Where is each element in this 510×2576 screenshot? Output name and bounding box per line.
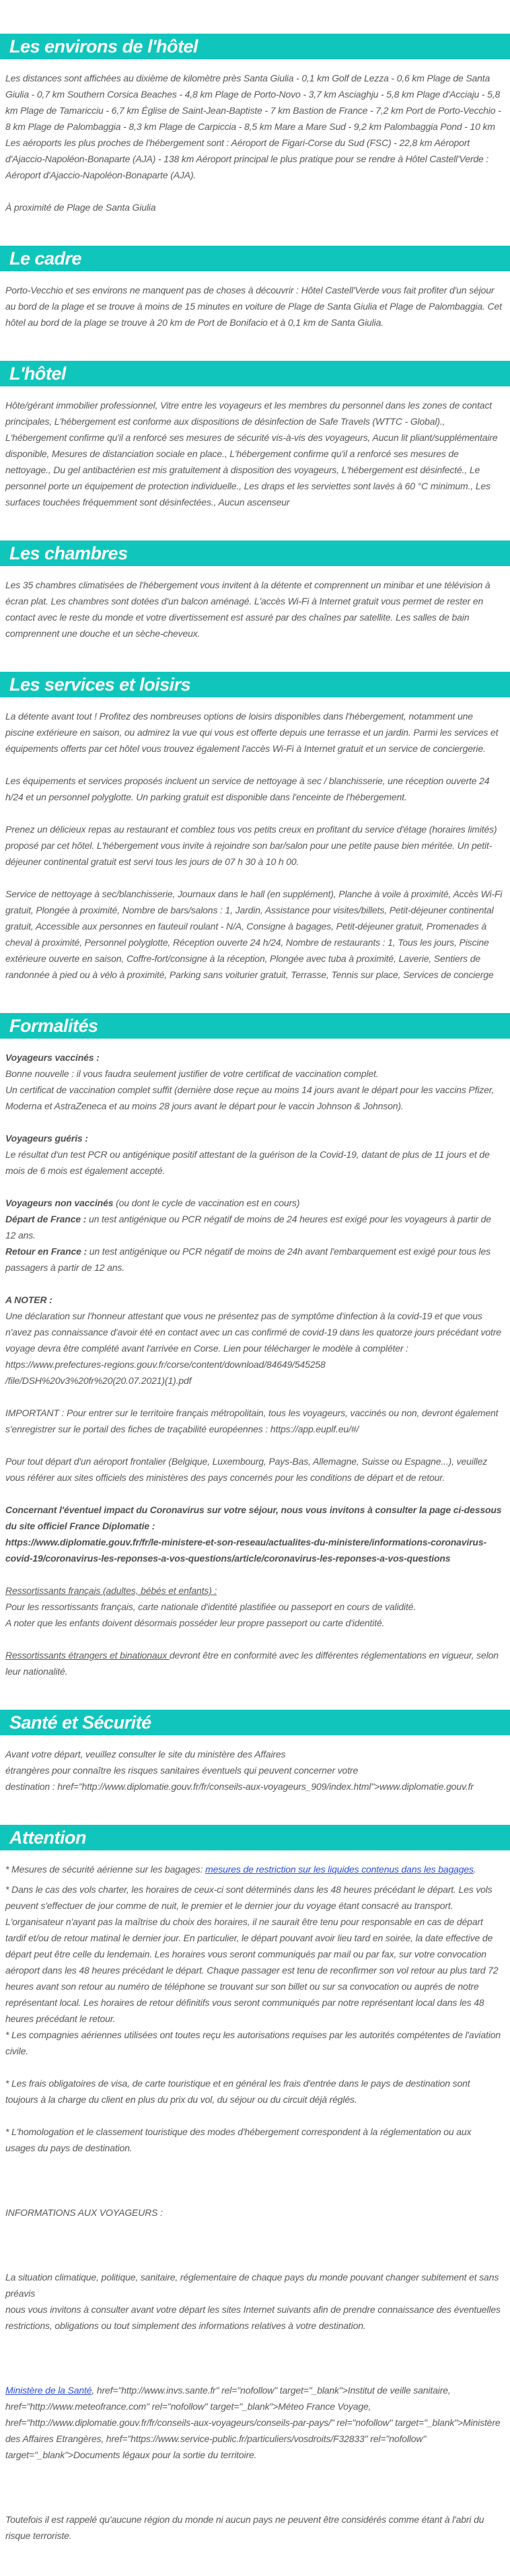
note-url-line2: /file/DSH%20v3%20fr%20(20.07.2021)(1).pdf <box>5 1375 192 1386</box>
unvaccinated-label-line <box>5 1195 503 1211</box>
sante-line3: destination : href="http://www.diplomatie.gouv.fr/fr/conseils-aux-voyageurs_909/index.html">www.diplomatie.gouv.fr <box>5 1781 474 1792</box>
accommodation-classification-paragraph: * L'homologation et le classement touristique des modes d'hébergement correspondent à la réglementation ou aux usages du pays de destination. <box>5 2126 472 2153</box>
section-header-sante <box>0 1710 510 1735</box>
recovered-travelers-block <box>5 1130 503 1179</box>
note-block <box>5 1292 503 1389</box>
section-header-hotel <box>0 361 510 386</box>
section-title-environs: Les environs de l'hôtel <box>9 36 198 57</box>
airlines-authorization-paragraph: * Les compagnies aériennes utilisées ont toutes reçu les autorisations requises par les autorités compétentes de l'aviation civile. <box>5 2029 501 2056</box>
section-header-chambres <box>0 541 510 566</box>
services-content <box>0 708 510 983</box>
charter-flights-paragraph: * Dans le cas des vols charter, les horaires de ceux-ci sont déterminés dans les 48 heures précédant le départ. Les vols peuvent s'effectuer de jour comme de nuit, le premier et le dernier jour du voyage étant consacré au transport. L'organisateur n'ayant pas la maîtrise du choix des horaires, il ne saurait être tenu pour responsable en cas de départ tardif et/ou de retour matinal le dernier jour. En particulier, le départ pouvant avoir lieu tard en soirée, la date effective de départ peut être celle du lendemain. Les horaires vous seront communiqués par mail ou par fax, sur votre convocation aéroport dans les 48 heures précédant le départ. Chaque passager est tenu de reconfirmer son vol retour au plus tard 72 heures avant son retour au numéro de téléphone se trouvant sur son billet ou sur sa convocation ou auprés de notre représentant local. Les horaires de retour définitifs vous seront communiqués par notre représentant local dans les 48 heures précédant le retour. <box>5 1884 499 2024</box>
note-url-line1: https://www.prefectures-regions.gouv.fr/corse/content/download/84649/545258 <box>5 1359 326 1370</box>
situation-paragraph <box>5 2269 503 2334</box>
baggage-security-prefix: * Mesures de sécurité aérienne sur les bagages: <box>5 1864 206 1875</box>
vaccinated-line2: Un certificat de vaccination complet suffit (dernière dose reçue au moins 14 jours avant le départ pour les vaccins Pfizer, Moderna et AstraZeneca et au moins 28 jours avant le départ pour le vaccin Johnson & Johnson). <box>5 1084 495 1111</box>
french-nationals-label: Ressortissants français (adultes, bébés et enfants) : <box>5 1585 217 1596</box>
return-france-line <box>5 1243 503 1276</box>
return-france-label: Retour en France : <box>5 1246 87 1257</box>
return-france-text: un test antigénique ou PCR négatif de moins de 24h avant l'embarquement est exigé pour tous les passagers à partir de 12 ans. <box>5 1246 490 1273</box>
situation-line2: nous vous invitons à consulter avant votre départ les sites Internet suivants afin de prendre connaissance des éventuelles restrictions, obligations ou tout simplement des informations relatives à votre destination. <box>5 2304 501 2331</box>
french-nationals-line1: Pour les ressortissants français, carte nationale d'identité plastifiée ou passeport en cours de validité. <box>5 1601 416 1612</box>
section-title-hotel: L'hôtel <box>9 363 66 384</box>
unvaccinated-label: Voyageurs non vaccinés <box>5 1197 114 1208</box>
recovered-label: Voyageurs guéris : <box>5 1133 88 1144</box>
chambres-paragraph: Les 35 chambres climatisées de l'hébergement vous invitent à la détente et comprennent un minibar et une télévision à écran plat. Les chambres sont dotées d'un balcon aménagé. L'accès Wi-Fi à Internet gratuit vous permet de rester en contact avec le reste du monde et votre divertissement est assuré par des chaînes par satellite. Les salles de bain comprennent une douche et un sèche-cheveux. <box>5 580 490 639</box>
section-title-sante: Santé et Sécurité <box>9 1712 151 1733</box>
note-text: Une déclaration sur l'honneur attestant que vous ne présentez pas de symptôme d'infection à la covid-19 et que vous n'avez pas connaissance d'avoir été en contact avec un cas confirmé de covid-19 dans les quatorze jours précédant votre voyage devra être complété avant l'arrivée en Corse. Lien pour télécharger le modèle à compléter : <box>5 1311 501 1354</box>
vaccinated-label: Voyageurs vaccinés : <box>5 1052 100 1063</box>
services-equipment-paragraph: Les équipements et services proposés incluent un service de nettoyage à sec / blanchisserie, une réception ouverte 24 h/24 et un personnel polyglotte. Un parking gratuit est disponible dans l'enceinte de l'hébergement. <box>5 775 490 802</box>
cadre-content <box>0 282 510 330</box>
departure-france-text: un test antigénique ou PCR négatif de moins de 24 heures est exigé pour les voyageurs à partir de 12 ans. <box>5 1214 491 1241</box>
french-nationals-line2: A noter que les enfants doivent désormais posséder leur propre passeport ou carte d'identité. <box>5 1617 385 1628</box>
foreign-nationals-label: Ressortissants étrangers et binationaux <box>5 1650 170 1661</box>
official-links-text: , href="http://www.invs.sante.fr" rel="nofollow" target="_blank">Institut de veille sanitaire, href="http://www.meteofrance.com" rel="nofollow" target="_blank">Méteo France Voyage, href="http://www.diplomatie.gouv.fr/fr/conseils-aux-voyageurs/conseils-par-pays/" rel="nofollow" target="_blank">Ministère des Affaires Etrangères, href="https://www.service-public.fr/particuliers/vosdroits/F32833" rel="nofollow" target="_blank">Documents légaux pour la sortie du territoire. <box>5 2385 501 2460</box>
terrorism-notice-paragraph: Toutefois il est rappelé qu'aucune région du monde ni aucun pays ne peuvent être considérés comme étant à l'abri du risque terroriste. <box>5 2514 484 2541</box>
chambres-content <box>0 577 510 641</box>
french-nationals-block <box>5 1582 503 1631</box>
formalites-content <box>0 1049 510 1679</box>
sante-content <box>0 1746 510 1795</box>
hotel-measures-paragraph: Hôte/gérant immobilier professionnel, Vitre entre les voyageurs et les membres du personnel dans les zones de contact principales, L'hébergement est conforme aux dispositions de désinfection de Safe Travels (WTTC - Global)., L'hébergement confirme qu'il a renforcé ses mesures de sécurité vis-à-vis des voyageurs, Aucun lit pliant/supplémentaire disponible, Mesures de distanciation sociale en place., L'hébergement confirme qu'il a renforcé ses mesures de nettoyage., Du gel antibactérien est mis gratuitement à disposition des voyageurs, L'hébergement est désinfecté., Le personnel porte un équipement de protection individuelle., Les draps et les serviettes sont lavés à 60 °C minimum., Les surfaces touchées fréquemment sont désinfectées., Aucun ascenseur <box>5 400 498 508</box>
official-links-paragraph <box>5 2382 503 2463</box>
departure-france-line <box>5 1211 503 1243</box>
sante-line2: étrangères pour connaître les risques sanitaires éventuels qui peuvent concerner votre <box>5 1765 359 1776</box>
recovered-text: Le résultat d'un test PCR ou antigénique positif attestant de la guérison de la Covid-19, datant de plus de 11 jours et de mois de 6 mois est également accepté. <box>5 1149 490 1176</box>
unvaccinated-travelers-block <box>5 1195 503 1276</box>
vaccinated-line1: Bonne nouvelle : il vous faudra seulement justifier de votre certificat de vaccination complet. <box>5 1068 379 1079</box>
foreign-nationals-paragraph <box>5 1647 503 1679</box>
services-leisure-paragraph: La détente avant tout ! Profitez des nombreuses options de loisirs disponibles dans l'hébergement, notamment une piscine extérieure en saison, ou admirez la vue qui vous est offerte depuis une terrasse et un jardin. Parmi les services et équipements offerts par cet hôtel vous trouvez également l'accès Wi-Fi à Internet gratuit et un service de conciergerie. <box>5 711 499 754</box>
border-airport-paragraph: Pour tout départ d'un aéroport frontalier (Belgique, Luxembourg, Pays-Bas, Allemagne, Suisse ou Espagne...), veuillez vous référer aux sites officiels des ministères des pays concernés pour les conditions de départ et de retour. <box>5 1456 488 1483</box>
section-title-chambres: Les chambres <box>9 543 128 563</box>
coronavirus-info-block <box>5 1502 503 1566</box>
coronavirus-info-url: https://www.diplomatie.gouv.fr/fr/le-ministere-et-son-reseau/actualites-du-ministere/informations-coronavirus-covid-19/coronavirus-les-reponses-a-vos-questions/article/coronavirus-les-reponses-a-vos-questions <box>5 1537 486 1564</box>
section-header-formalites <box>0 1013 510 1039</box>
liquid-restrictions-link[interactable]: mesures de restriction sur les liquides contenus dans les bagages <box>205 1864 474 1875</box>
ministere-sante-link[interactable]: Ministère de la Santé <box>5 2385 92 2396</box>
cadre-paragraph: Porto-Vecchio et ses environs ne manquent pas de choses à découvrir : Hôtel Castell'Verde vous fait profiter d'un séjour au bord de la plage et se trouve à moins de 15 minutes en voiture de Plage de Santa Giulia et Plage de Palombaggia. Cet hôtel au bord de la plage se trouve à 20 km de Port de Bonifacio et à 0,1 km de Santa Giulia. <box>5 285 502 328</box>
sante-paragraph <box>5 1746 503 1795</box>
baggage-security-paragraph <box>5 1861 503 1877</box>
environs-content <box>0 70 510 215</box>
situation-line1: La situation climatique, politique, sanitaire, réglementaire de chaque pays du monde pouvant changer subitement et sans préavis <box>5 2272 499 2299</box>
departure-france-label: Départ de France : <box>5 1214 87 1224</box>
section-title-formalites: Formalités <box>9 1015 98 1036</box>
environs-distances-paragraph: Les distances sont affichées au dixième de kilomètre près Santa Giulia - 0,1 km Golf de Lezza - 0,6 km Plage de Santa Giulia - 0,7 km Southern Corsica Beaches - 4,8 km Plage de Porto-Novo - 3,7 km Asciaghju - 5,8 km Plage d'Acciaju - 5,8 km Plage de Tamaricciu - 6,7 km Église de Saint-Jean-Baptiste - 7 km Bastion de France - 7,2 km Port de Porto-Vecchio - 8 km Plage de Palombaggia - 8,3 km Plage de Carpiccia - 8,5 km Mare a Mare Sud - 9,2 km Palombaggia Pond - 10 km Les aéroports les plus proches de l'hébergement sont : Aéroport de Figari-Corse du Sud (FSC) - 22,8 km Aéroport d'Ajaccio-Napoléon-Bonaparte (AJA) - 138 km Aéroport principal le plus pratique pour se rendre à Hôtel Castell'Verde : Aéroport d'Ajaccio-Napoléon-Bonaparte (AJA). <box>5 73 501 180</box>
section-title-services: Les services et loisirs <box>9 674 191 695</box>
important-registration-paragraph: IMPORTANT : Pour entrer sur le territoire français métropolitain, tous les voyageurs, vaccinés ou non, devront également s'enregistrer sur le portail des fiches de traçabilité européennes : https://app.euplf.eu/#/ <box>5 1407 499 1434</box>
coronavirus-info-text: Concernant l'éventuel impact du Coronavirus sur votre séjour, nous vous invitons à consulter la page ci-dessous du site officiel France Diplomatie : <box>5 1504 502 1531</box>
services-amenities-list-paragraph: Service de nettoyage à sec/blanchisserie, Journaux dans le hall (en supplément), Planche à voile à proximité, Accès Wi-Fi gratuit, Plongée à proximité, Nombre de bars/salons : 1, Jardin, Assistance pour visites/billets, Petit-déjeuner continental gratuit, Accessible aux personnes en fauteuil roulant - N/A, Consigne à bagages, Petit-déjeuner gratuit, Promenades à cheval à proximité, Personnel polyglotte, Réception ouverte 24 h/24, Nombre de restaurants : 1, Tous les jours, Piscine extérieure ouverte en saison, Coffre-fort/consigne à la réception, Plongée avec tuba à proximité, Laverie, Sentiers de randonnée à pied ou à vélo à proximité, Parking sans voiturier gratuit, Terrasse, Tennis sur place, Services de concierge <box>5 889 503 980</box>
foreign-nationals-text: devront être en conformité avec les différentes réglementations en vigueur, selon leur nationalité. <box>5 1650 499 1677</box>
section-title-cadre: Le cadre <box>9 248 82 269</box>
visa-fees-paragraph: * Les frais obligatoires de visa, de carte touristique et en général les frais d'entrée dans le pays de destination sont toujours à la charge du client en plus du prix du vol, du séjour ou du circuit déjà réglés. <box>5 2078 470 2105</box>
section-header-services <box>0 672 510 697</box>
section-header-attention <box>0 1825 510 1850</box>
environs-proximity-paragraph: À proximité de Plage de Santa Giulia <box>5 202 156 213</box>
hotel-content <box>0 397 510 510</box>
services-dining-paragraph: Prenez un délicieux repas au restaurant et comblez tous vos petits creux en profitant du service d'étage (horaires limités) proposé par cet hôtel. L'hébergement vous invite à rejoindre son bar/salon pour une petite pause bien méritée. Un petit-déjeuner continental gratuit est servi tous les jours de 07 h 30 à 10 h 00. <box>5 824 497 867</box>
baggage-security-suffix: . <box>473 1864 476 1875</box>
sante-line1: Avant votre départ, veuillez consulter le site du ministère des Affaires <box>5 1749 286 1760</box>
unvaccinated-suffix: (ou dont le cycle de vaccination est en cours) <box>113 1197 300 1208</box>
section-title-attention: Attention <box>9 1827 86 1848</box>
vaccinated-travelers-block <box>5 1049 503 1114</box>
hotel-info-page <box>0 34 510 2576</box>
section-header-cadre <box>0 246 510 271</box>
attention-content <box>0 1861 510 2544</box>
section-header-environs <box>0 34 510 59</box>
note-label: A NOTER : <box>5 1294 52 1305</box>
travelers-information-heading: INFORMATIONS AUX VOYAGEURS : <box>5 2207 163 2218</box>
